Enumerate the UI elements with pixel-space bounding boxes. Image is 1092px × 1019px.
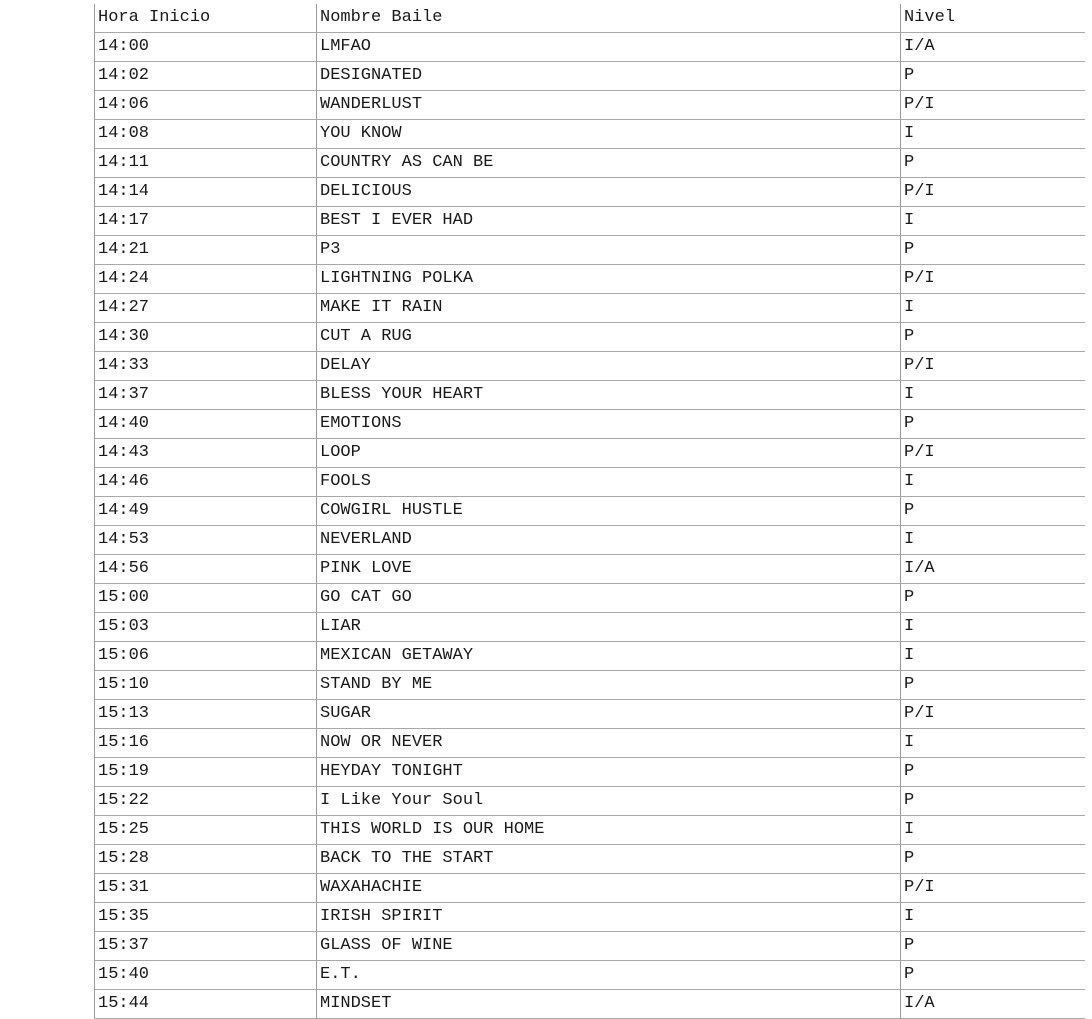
cell-dance-name[interactable]: NEVERLAND bbox=[317, 526, 901, 555]
cell-level[interactable]: I bbox=[901, 381, 1085, 410]
cell-level[interactable]: P bbox=[901, 671, 1085, 700]
cell-level[interactable]: P bbox=[901, 62, 1085, 91]
cell-dance-name[interactable]: WAXAHACHIE bbox=[317, 874, 901, 903]
table-row bbox=[95, 816, 1085, 845]
cell-level[interactable]: P bbox=[901, 149, 1085, 178]
cell-level[interactable]: P bbox=[901, 932, 1085, 961]
cell-start-time[interactable]: 15:00 bbox=[95, 584, 317, 613]
table-row bbox=[95, 990, 1085, 1019]
header-dance-name[interactable]: Nombre Baile bbox=[317, 4, 901, 33]
cell-dance-name[interactable]: BLESS YOUR HEART bbox=[317, 381, 901, 410]
cell-dance-name[interactable]: LMFAO bbox=[317, 33, 901, 62]
table-row bbox=[95, 758, 1085, 787]
cell-level[interactable]: I bbox=[901, 816, 1085, 845]
cell-start-time[interactable]: 14:30 bbox=[95, 323, 317, 352]
cell-start-time[interactable]: 15:37 bbox=[95, 932, 317, 961]
cell-start-time[interactable]: 14:37 bbox=[95, 381, 317, 410]
table-row bbox=[95, 613, 1085, 642]
table-row bbox=[95, 91, 1085, 120]
table-row bbox=[95, 555, 1085, 584]
header-row bbox=[95, 4, 1085, 33]
cell-dance-name[interactable]: E.T. bbox=[317, 961, 901, 990]
cell-dance-name[interactable]: I Like Your Soul bbox=[317, 787, 901, 816]
cell-level[interactable]: I bbox=[901, 468, 1085, 497]
cell-dance-name[interactable]: CUT A RUG bbox=[317, 323, 901, 352]
cell-start-time[interactable]: 14:33 bbox=[95, 352, 317, 381]
cell-dance-name[interactable]: MEXICAN GETAWAY bbox=[317, 642, 901, 671]
cell-level[interactable]: I bbox=[901, 642, 1085, 671]
table-row bbox=[95, 33, 1085, 62]
cell-dance-name[interactable]: COUNTRY AS CAN BE bbox=[317, 149, 901, 178]
table-row bbox=[95, 178, 1085, 207]
cell-level[interactable]: P bbox=[901, 236, 1085, 265]
cell-level[interactable]: I bbox=[901, 120, 1085, 149]
cell-level[interactable]: I/A bbox=[901, 555, 1085, 584]
table-row bbox=[95, 671, 1085, 700]
cell-start-time[interactable]: 14:56 bbox=[95, 555, 317, 584]
table-row bbox=[95, 584, 1085, 613]
table-row bbox=[95, 642, 1085, 671]
table-row bbox=[95, 207, 1085, 236]
table-row bbox=[95, 265, 1085, 294]
cell-start-time[interactable]: 14:02 bbox=[95, 62, 317, 91]
table-row bbox=[95, 903, 1085, 932]
header-start-time[interactable]: Hora Inicio bbox=[95, 4, 317, 33]
cell-level[interactable]: P/I bbox=[901, 874, 1085, 903]
cell-start-time[interactable]: 15:35 bbox=[95, 903, 317, 932]
cell-level[interactable]: P bbox=[901, 845, 1085, 874]
cell-level[interactable]: P bbox=[901, 961, 1085, 990]
cell-start-time[interactable]: 14:00 bbox=[95, 33, 317, 62]
table-row bbox=[95, 352, 1085, 381]
cell-start-time[interactable]: 15:13 bbox=[95, 700, 317, 729]
table-row bbox=[95, 236, 1085, 265]
cell-start-time[interactable]: 15:44 bbox=[95, 990, 317, 1019]
cell-start-time[interactable]: 14:08 bbox=[95, 120, 317, 149]
cell-start-time[interactable]: 15:10 bbox=[95, 671, 317, 700]
cell-dance-name[interactable]: STAND BY ME bbox=[317, 671, 901, 700]
cell-start-time[interactable]: 15:31 bbox=[95, 874, 317, 903]
cell-start-time[interactable]: 14:27 bbox=[95, 294, 317, 323]
cell-dance-name[interactable]: WANDERLUST bbox=[317, 91, 901, 120]
cell-start-time[interactable]: 14:43 bbox=[95, 439, 317, 468]
cell-dance-name[interactable]: GO CAT GO bbox=[317, 584, 901, 613]
schedule-sheet bbox=[94, 4, 1084, 1019]
table-row bbox=[95, 149, 1085, 178]
cell-level[interactable]: P bbox=[901, 497, 1085, 526]
table-row bbox=[95, 294, 1085, 323]
table-row bbox=[95, 845, 1085, 874]
cell-start-time[interactable]: 15:16 bbox=[95, 729, 317, 758]
cell-level[interactable]: P/I bbox=[901, 700, 1085, 729]
cell-dance-name[interactable]: BEST I EVER HAD bbox=[317, 207, 901, 236]
cell-level[interactable]: I/A bbox=[901, 990, 1085, 1019]
cell-start-time[interactable]: 15:19 bbox=[95, 758, 317, 787]
header-level[interactable]: Nivel bbox=[901, 4, 1085, 33]
cell-start-time[interactable]: 14:53 bbox=[95, 526, 317, 555]
table-row bbox=[95, 787, 1085, 816]
cell-level[interactable]: P bbox=[901, 758, 1085, 787]
cell-level[interactable]: I bbox=[901, 294, 1085, 323]
cell-dance-name[interactable]: IRISH SPIRIT bbox=[317, 903, 901, 932]
cell-start-time[interactable]: 14:14 bbox=[95, 178, 317, 207]
cell-dance-name[interactable]: BACK TO THE START bbox=[317, 845, 901, 874]
cell-level[interactable]: I bbox=[901, 613, 1085, 642]
cell-dance-name[interactable]: DESIGNATED bbox=[317, 62, 901, 91]
cell-level[interactable]: P bbox=[901, 787, 1085, 816]
cell-level[interactable]: P bbox=[901, 584, 1085, 613]
cell-dance-name[interactable]: THIS WORLD IS OUR HOME bbox=[317, 816, 901, 845]
cell-dance-name[interactable]: MINDSET bbox=[317, 990, 901, 1019]
cell-level[interactable]: I bbox=[901, 903, 1085, 932]
cell-dance-name[interactable]: GLASS OF WINE bbox=[317, 932, 901, 961]
table-row bbox=[95, 468, 1085, 497]
cell-start-time[interactable]: 15:06 bbox=[95, 642, 317, 671]
cell-start-time[interactable]: 14:46 bbox=[95, 468, 317, 497]
cell-dance-name[interactable]: MAKE IT RAIN bbox=[317, 294, 901, 323]
cell-start-time[interactable]: 14:49 bbox=[95, 497, 317, 526]
cell-dance-name[interactable]: EMOTIONS bbox=[317, 410, 901, 439]
cell-level[interactable]: P/I bbox=[901, 265, 1085, 294]
table-row bbox=[95, 932, 1085, 961]
cell-dance-name[interactable]: YOU KNOW bbox=[317, 120, 901, 149]
cell-start-time[interactable]: 15:28 bbox=[95, 845, 317, 874]
table-row bbox=[95, 323, 1085, 352]
cell-level[interactable]: P/I bbox=[901, 91, 1085, 120]
table-row bbox=[95, 874, 1085, 903]
cell-dance-name[interactable]: COWGIRL HUSTLE bbox=[317, 497, 901, 526]
cell-dance-name[interactable]: LOOP bbox=[317, 439, 901, 468]
table-row bbox=[95, 961, 1085, 990]
cell-level[interactable]: I bbox=[901, 207, 1085, 236]
cell-level[interactable]: P bbox=[901, 323, 1085, 352]
cell-dance-name[interactable]: DELICIOUS bbox=[317, 178, 901, 207]
cell-start-time[interactable]: 14:11 bbox=[95, 149, 317, 178]
table-row bbox=[95, 120, 1085, 149]
cell-level[interactable]: I bbox=[901, 729, 1085, 758]
cell-start-time[interactable]: 14:21 bbox=[95, 236, 317, 265]
cell-dance-name[interactable]: NOW OR NEVER bbox=[317, 729, 901, 758]
cell-level[interactable]: I bbox=[901, 526, 1085, 555]
cell-start-time[interactable]: 14:17 bbox=[95, 207, 317, 236]
table-row bbox=[95, 526, 1085, 555]
cell-start-time[interactable]: 15:03 bbox=[95, 613, 317, 642]
cell-start-time[interactable]: 15:40 bbox=[95, 961, 317, 990]
cell-level[interactable]: P/I bbox=[901, 178, 1085, 207]
cell-level[interactable]: I/A bbox=[901, 33, 1085, 62]
cell-dance-name[interactable]: P3 bbox=[317, 236, 901, 265]
table-row bbox=[95, 497, 1085, 526]
cell-dance-name[interactable]: LIGHTNING POLKA bbox=[317, 265, 901, 294]
cell-start-time[interactable]: 15:22 bbox=[95, 787, 317, 816]
table-row bbox=[95, 729, 1085, 758]
table-row bbox=[95, 381, 1085, 410]
cell-level[interactable]: P/I bbox=[901, 352, 1085, 381]
table-row bbox=[95, 439, 1085, 468]
cell-start-time[interactable]: 14:24 bbox=[95, 265, 317, 294]
cell-dance-name[interactable]: FOOLS bbox=[317, 468, 901, 497]
cell-level[interactable]: P/I bbox=[901, 439, 1085, 468]
cell-dance-name[interactable]: LIAR bbox=[317, 613, 901, 642]
cell-level[interactable]: P bbox=[901, 410, 1085, 439]
cell-dance-name[interactable]: SUGAR bbox=[317, 700, 901, 729]
dance-schedule-table bbox=[94, 4, 1085, 1019]
cell-start-time[interactable]: 14:40 bbox=[95, 410, 317, 439]
table-row bbox=[95, 700, 1085, 729]
cell-dance-name[interactable]: PINK LOVE bbox=[317, 555, 901, 584]
table-row bbox=[95, 410, 1085, 439]
cell-dance-name[interactable]: HEYDAY TONIGHT bbox=[317, 758, 901, 787]
cell-start-time[interactable]: 15:25 bbox=[95, 816, 317, 845]
table-row bbox=[95, 62, 1085, 91]
cell-dance-name[interactable]: DELAY bbox=[317, 352, 901, 381]
cell-start-time[interactable]: 14:06 bbox=[95, 91, 317, 120]
